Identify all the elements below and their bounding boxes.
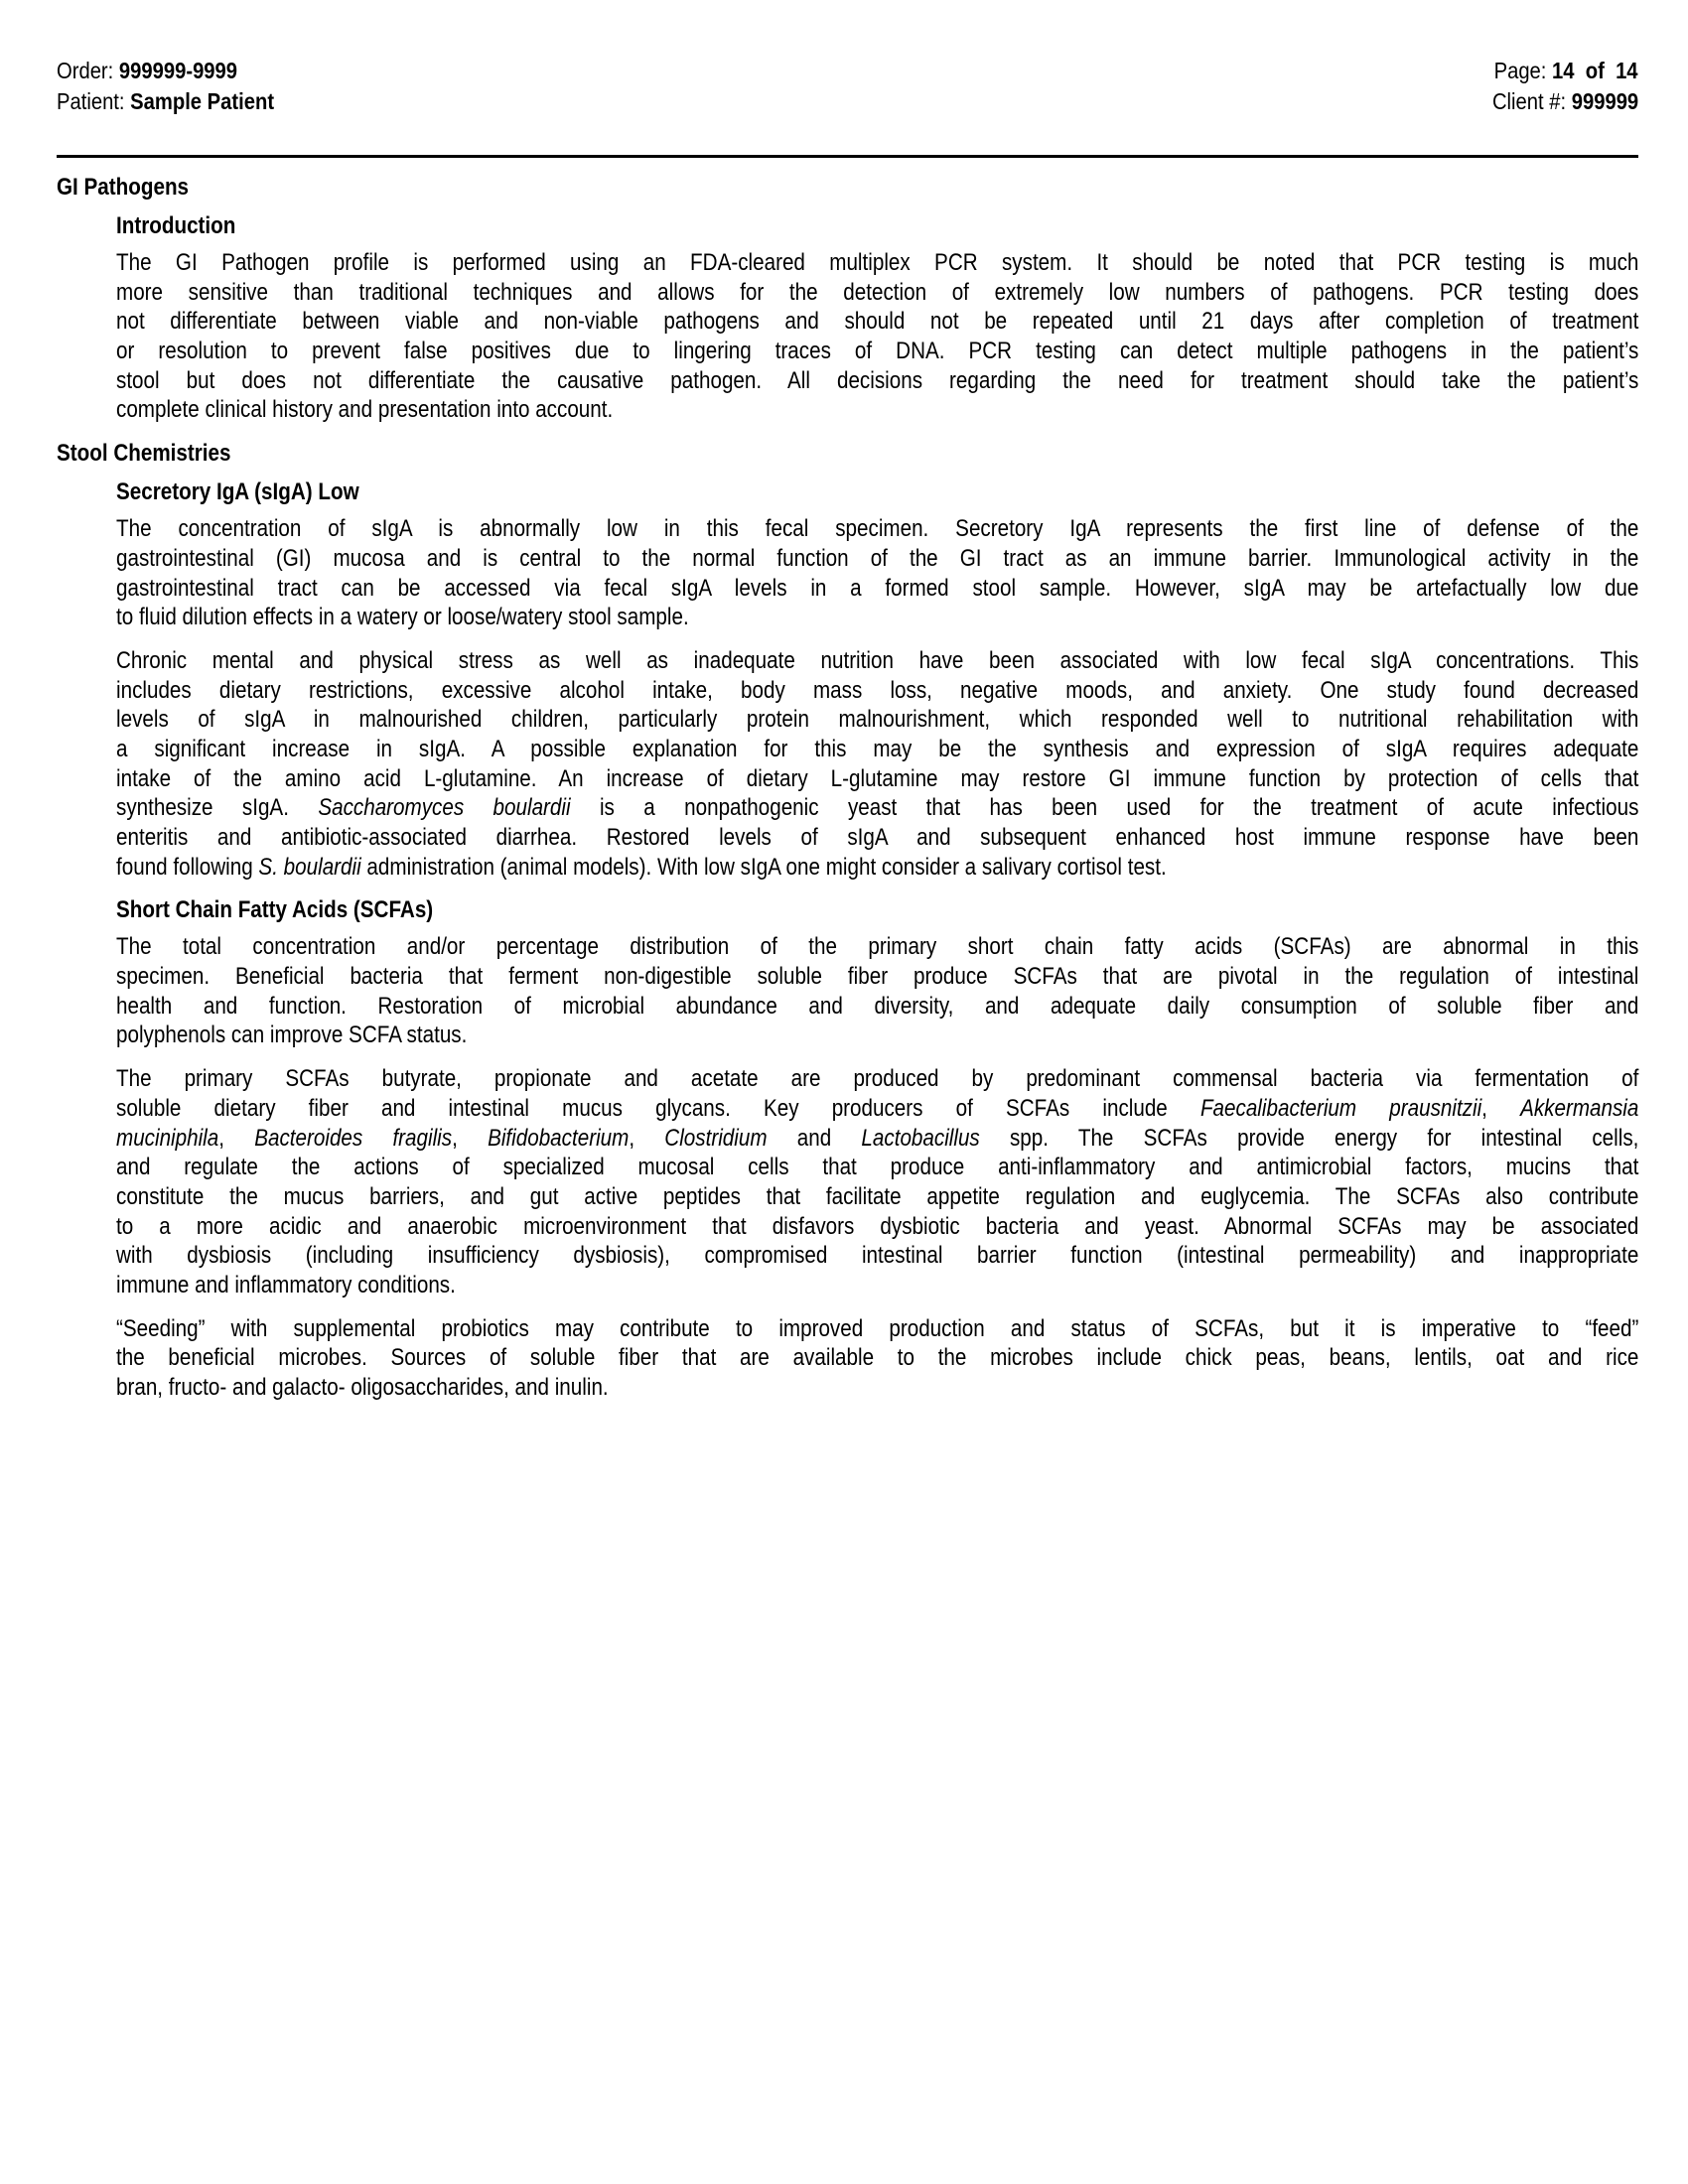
italic-species-name: muciniphila bbox=[116, 1124, 219, 1152]
patient-row bbox=[57, 86, 310, 117]
italic-species-name: Faecalibacterium prausnitzii bbox=[1199, 1094, 1482, 1122]
text-line bbox=[116, 853, 1638, 883]
text-line bbox=[116, 676, 1638, 706]
order-label: Order: bbox=[57, 58, 114, 83]
italic-species-name: Akkermansia bbox=[1520, 1094, 1639, 1122]
text-line-content: synthesize sIgA. Saccharomyces boulardii is a nonpathogenic yeast that has been used for the treatment of acute infectious bbox=[116, 794, 1639, 822]
text-line-content: specimen. Beneficial bacteria that ferment non-digestible soluble fiber produce SCFAs that are pivotal in the regulation of intestinal bbox=[116, 963, 1639, 991]
page-row bbox=[1469, 56, 1638, 86]
text-line-content: stool but does not differentiate the causative pathogen. All decisions regarding the need for treatment should take the patient’s bbox=[116, 366, 1639, 394]
paragraph bbox=[116, 514, 1638, 632]
italic-species-name: Saccharomyces boulardii bbox=[318, 794, 571, 822]
text-line bbox=[116, 735, 1638, 764]
page-of: of bbox=[1586, 58, 1606, 83]
paragraph bbox=[116, 1064, 1638, 1300]
italic-species-name: Clostridium bbox=[664, 1124, 768, 1152]
subsection-heading bbox=[116, 478, 1638, 507]
text-line bbox=[116, 603, 1638, 632]
text-line-content: to a more acidic and anaerobic microenvironment that disfavors dysbiotic bacteria and yeast. Abnormal SCFAs may be associated bbox=[116, 1212, 1639, 1240]
report-header-left bbox=[57, 56, 310, 117]
text-line bbox=[116, 705, 1638, 735]
text-line-content: levels of sIgA in malnourished children, particularly protein malnourishment, which responded well to nutritional rehabilitation with bbox=[116, 706, 1639, 734]
header-divider bbox=[57, 155, 1638, 158]
text-line bbox=[116, 1064, 1638, 1094]
italic-species-name: Bifidobacterium bbox=[488, 1124, 630, 1152]
text-line-content: found following S. boulardii administration (animal models). With low sIgA one might consider a salivary cortisol test. bbox=[116, 853, 1167, 881]
text-line-content: The primary SCFAs butyrate, propionate and acetate are produced by predominant commensal bacteria via fermentation of bbox=[116, 1065, 1639, 1093]
text-line bbox=[116, 366, 1638, 396]
text-line-content: a significant increase in sIgA. A possible explanation for this may be the synthesis and expression of sIgA requires adequate bbox=[116, 735, 1639, 762]
text-line bbox=[116, 1021, 1638, 1050]
text-line-content: not differentiate between viable and non-viable pathogens and should not be repeated until 21 days after completion of treatment bbox=[116, 308, 1639, 336]
text-line-content: the beneficial microbes. Sources of soluble fiber that are available to the microbes include chick peas, beans, lentils, oat and rice bbox=[116, 1344, 1639, 1372]
paragraph bbox=[116, 248, 1638, 425]
patient-name: Sample Patient bbox=[130, 88, 275, 114]
client-label: Client #: bbox=[1491, 88, 1566, 114]
section-heading-text: GI Pathogens bbox=[57, 174, 190, 201]
text-line bbox=[116, 1271, 1638, 1300]
text-line-content: more sensitive than traditional techniques and allows for the detection of extremely low numbers of pathogens. PCR testing does bbox=[116, 278, 1639, 306]
text-line-content: includes dietary restrictions, excessive alcohol intake, body mass loss, negative moods, and anxiety. One study found decreased bbox=[116, 676, 1639, 704]
text-line-content: enteritis and antibiotic-associated diarrhea. Restored levels of sIgA and subsequent enhanced host immune response have been bbox=[116, 824, 1639, 851]
text-line-content: “Seeding” with supplemental probiotics may contribute to improved production and status of SCFAs, but it is imperative to “feed” bbox=[116, 1314, 1639, 1342]
report-body bbox=[57, 173, 1638, 1417]
italic-species-name: Lactobacillus bbox=[861, 1124, 980, 1152]
text-line bbox=[116, 932, 1638, 962]
text-line-content: intake of the amino acid L-glutamine. An increase of dietary L-glutamine may restore GI immune function by protection of cells that bbox=[116, 764, 1639, 792]
text-line-content: muciniphila, Bacteroides fragilis, Bifidobacterium, Clostridium and Lactobacillus spp. The SCFAs provide energy for intestinal cells, bbox=[116, 1124, 1639, 1152]
order-row bbox=[57, 56, 310, 86]
text-line bbox=[116, 764, 1638, 794]
text-line bbox=[116, 992, 1638, 1022]
text-line-content: complete clinical history and presentation into account. bbox=[116, 396, 614, 424]
text-line bbox=[116, 307, 1638, 337]
text-line bbox=[116, 395, 1638, 425]
text-line-content: immune and inflammatory conditions. bbox=[116, 1271, 456, 1298]
paragraph bbox=[116, 932, 1638, 1050]
subsection-heading bbox=[116, 895, 1638, 925]
text-line-content: with dysbiosis (including insufficiency dysbiosis), compromised intestinal barrier function (intestinal permeability) and inappropriate bbox=[116, 1242, 1639, 1270]
subsection-heading bbox=[116, 211, 1638, 241]
paragraph bbox=[116, 1314, 1638, 1403]
text-line-content: The total concentration and/or percentage distribution of the primary short chain fatty acids (SCFAs) are abnormal in this bbox=[116, 933, 1639, 961]
text-line bbox=[116, 1241, 1638, 1271]
client-row bbox=[1469, 86, 1638, 117]
patient-label: Patient: bbox=[57, 88, 125, 114]
client-number: 999999 bbox=[1571, 88, 1638, 114]
text-line-content: The GI Pathogen profile is performed using an FDA-cleared multiplex PCR system. It should be noted that PCR testing is much bbox=[116, 249, 1639, 276]
text-line bbox=[116, 337, 1638, 366]
text-line-content: constitute the mucus barriers, and gut active peptides that facilitate appetite regulation and euglycemia. The SCFAs also contribute bbox=[116, 1182, 1639, 1210]
section-heading bbox=[57, 173, 1638, 203]
text-line bbox=[116, 1314, 1638, 1344]
text-line bbox=[116, 278, 1638, 308]
order-number: 999999-9999 bbox=[118, 58, 238, 83]
text-line bbox=[116, 574, 1638, 604]
subsection-heading-text: Secretory IgA (sIgA) Low bbox=[116, 478, 359, 506]
section-heading bbox=[57, 439, 1638, 469]
text-line-content: soluble dietary fiber and intestinal mucus glycans. Key producers of SCFAs include Faecalibacterium prausnitzii, Akkermansia bbox=[116, 1094, 1639, 1122]
text-line-content: The concentration of sIgA is abnormally low in this fecal specimen. Secretory IgA represents the first line of defense of the bbox=[116, 515, 1639, 543]
text-line bbox=[116, 1343, 1638, 1373]
italic-species-name: S. boulardii bbox=[258, 853, 361, 881]
text-line bbox=[116, 544, 1638, 574]
subsection-heading-text: Short Chain Fatty Acids (SCFAs) bbox=[116, 896, 434, 924]
text-line bbox=[116, 823, 1638, 853]
text-line-content: gastrointestinal (GI) mucosa and is central to the normal function of the GI tract as an immune barrier. Immunological activity in the bbox=[116, 544, 1639, 572]
paragraph bbox=[116, 646, 1638, 883]
text-line bbox=[116, 1094, 1638, 1124]
text-line-content: gastrointestinal tract can be accessed via fecal sIgA levels in a formed stool sample. However, sIgA may be artefactually low due bbox=[116, 574, 1639, 602]
text-line bbox=[116, 1124, 1638, 1154]
text-line bbox=[116, 248, 1638, 278]
text-line-content: polyphenols can improve SCFA status. bbox=[116, 1022, 468, 1049]
section-heading-text: Stool Chemistries bbox=[57, 440, 231, 468]
text-line bbox=[116, 514, 1638, 544]
text-line bbox=[116, 962, 1638, 992]
subsection-heading-text: Introduction bbox=[116, 212, 236, 239]
text-line-content: or resolution to prevent false positives due to lingering traces of DNA. PCR testing can detect multiple pathogens in the patient’s bbox=[116, 338, 1639, 365]
page-current: 14 bbox=[1552, 58, 1575, 83]
text-line-content: health and function. Restoration of microbial abundance and diversity, and adequate daily consumption of soluble fiber and bbox=[116, 992, 1639, 1020]
text-line-content: and regulate the actions of specialized mucosal cells that produce anti-inflammatory and antimicrobial factors, mucins that bbox=[116, 1154, 1639, 1181]
text-line-content: to fluid dilution effects in a watery or loose/watery stool sample. bbox=[116, 604, 689, 631]
text-line-content: bran, fructo- and galacto- oligosaccharides, and inulin. bbox=[116, 1374, 609, 1401]
text-line bbox=[116, 646, 1638, 676]
text-line-content: Chronic mental and physical stress as well as inadequate nutrition have been associated with low fecal sIgA concentrations. This bbox=[116, 646, 1639, 674]
text-line bbox=[116, 1373, 1638, 1403]
text-line bbox=[116, 1153, 1638, 1182]
page-label: Page: bbox=[1494, 58, 1547, 83]
italic-species-name: Bacteroides fragilis bbox=[254, 1124, 453, 1152]
text-line bbox=[116, 793, 1638, 823]
text-line bbox=[116, 1182, 1638, 1212]
text-line bbox=[116, 1212, 1638, 1242]
report-header-right bbox=[1469, 56, 1638, 117]
page-total: 14 bbox=[1616, 58, 1638, 83]
